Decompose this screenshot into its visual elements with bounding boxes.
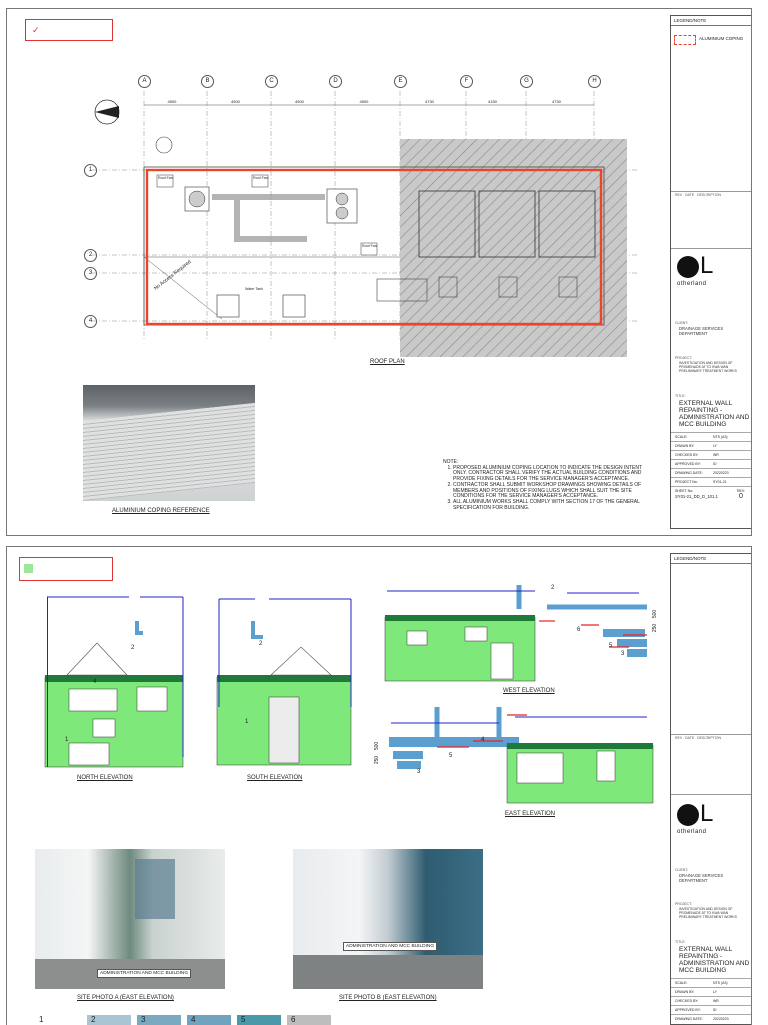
colour-swatch: 1 — [35, 1015, 79, 1025]
logo-text: otherland — [677, 281, 707, 287]
colour-swatch: 2 — [87, 1015, 131, 1025]
revision-header: REV DATE DESCRIPTION — [675, 193, 722, 197]
callout-number: 5 — [449, 753, 453, 759]
grid-row-marker: 2 — [84, 249, 97, 262]
grid-row-marker: 4 — [84, 315, 97, 328]
dimension-label: 4500 — [167, 99, 177, 104]
south-elevation — [217, 599, 351, 765]
callout-number: 5 — [609, 643, 613, 649]
south-elevation-caption: SOUTH ELEVATION — [247, 775, 303, 781]
east-elevation — [389, 707, 653, 803]
legend-coping-swatch — [674, 35, 696, 45]
north-arrow-icon — [95, 100, 119, 124]
drawing-title: EXTERNAL WALL REPAINTING - ADMINISTRATION AND MCC BUILDING — [679, 946, 750, 974]
dimension-label: 250 — [652, 623, 659, 633]
drawing-sheet-roof-plan — [6, 8, 752, 536]
title-label: TITLE: — [675, 394, 686, 398]
grid-column-marker: A — [138, 75, 151, 88]
title-block — [670, 553, 752, 1025]
roof-fan-label: Roof Fan — [362, 244, 377, 248]
roof-fan-label: Roof Fan — [253, 176, 268, 180]
logo-letter: L — [700, 252, 714, 279]
callout-number: 2 — [551, 585, 555, 591]
logo-letter: L — [700, 800, 714, 827]
callout-number: 2 — [259, 641, 263, 647]
client-label: CLIENT: — [675, 868, 689, 872]
coping-reference-caption: ALUMINIUM COPING REFERENCE — [112, 508, 210, 514]
sheet-no-row: SHEET No: SY01-21_DD_D_101.1 REV: 0 — [671, 486, 751, 503]
dimension-label: 4500 — [231, 99, 240, 104]
dimension-label: 4150 — [488, 99, 497, 104]
west-elevation — [385, 585, 647, 681]
dimension-label: 500 — [652, 609, 659, 619]
title-block-row: DRAWN BY: LY — [671, 987, 751, 996]
colour-swatch: 4 — [187, 1015, 231, 1025]
title-block-row: APPROVED BY: ID — [671, 1005, 751, 1014]
grid-column-marker: B — [201, 75, 214, 88]
title-block-row: SCALE: NTS (A3) — [671, 432, 751, 441]
title-block-row: APPROVED BY: ID — [671, 459, 751, 468]
title-block-row: DRAWING DATE: 20220223 — [671, 1014, 751, 1023]
project-name: INVESTIGATION AND DESIGN OF PROMENADE AT TO KWA WAN PRELIMINARY TREATMENT WORKS — [679, 361, 737, 373]
site-photo-a — [35, 849, 225, 989]
north-elevation-caption: NORTH ELEVATION — [77, 775, 133, 781]
legend-heading: LEGEND/NOTE — [671, 554, 751, 564]
callout-number: 2 — [131, 645, 135, 651]
project-label: PROJECT: — [675, 356, 692, 360]
callout-number: 1 — [245, 719, 249, 725]
title-block — [670, 15, 752, 529]
dimension-label: 500 — [374, 741, 381, 751]
sheet-number: SY01-21_DD_D_101.1 — [675, 494, 718, 499]
grid-column-marker: E — [394, 75, 407, 88]
grid-column-marker: G — [520, 75, 533, 88]
drawing-title: EXTERNAL WALL REPAINTING - ADMINISTRATION AND MCC BUILDING — [679, 400, 750, 428]
tick-mark-icon: ✓ — [32, 25, 40, 35]
title-block-row: PROJECT No: SY01-21 — [671, 477, 751, 486]
no-access-label: No Access Required — [153, 259, 193, 292]
grid-row-marker: 1 — [84, 164, 97, 177]
callout-number: 3 — [621, 651, 625, 657]
note-item: 2. CONTRACTOR SHALL SUBMIT WORKSHOP DRAWINGS SHOWING DETAILS OF MEMBERS AND POSITIONS OF FIXING LUGS WHICH SHALL SUIT THE SITE CONDITIONS FOR THE SERVICE MANAGER'S ACCEPTANCE. — [453, 483, 655, 500]
roof-fan-label: Roof Fan — [158, 176, 173, 180]
dimension-label: 4730 — [552, 99, 561, 104]
revision-number: 0 — [739, 493, 743, 500]
project-label: PROJECT: — [675, 902, 692, 906]
grid-column-marker: D — [329, 75, 342, 88]
title-block-row: SCALE: NTS (A3) — [671, 978, 751, 987]
site-photo-a-caption: SITE PHOTO A (EAST ELEVATION) — [77, 995, 174, 1001]
colour-swatch: 5 — [237, 1015, 281, 1025]
colour-swatch: 6 — [287, 1015, 331, 1025]
title-block-row: DRAWN BY: LY — [671, 441, 751, 450]
callout-number: 4 — [481, 737, 485, 743]
grid-column-marker: C — [265, 75, 278, 88]
drawing-sheet-elevations — [6, 546, 752, 1025]
grid-row-marker: 3 — [84, 267, 97, 280]
project-name: INVESTIGATION AND DESIGN OF PROMENADE AT TO KWA WAN PRELIMINARY TREATMENT WORKS — [679, 907, 737, 919]
title-block-row: CHECKED BY: WR — [671, 450, 751, 459]
callout-number: 1 — [65, 737, 69, 743]
notes-block — [443, 460, 655, 511]
grid-column-marker: H — [588, 75, 601, 88]
water-tank-label: Water Tank — [245, 287, 263, 291]
roof-plan-caption: ROOF PLAN — [370, 359, 405, 365]
dimension-label: 250 — [374, 755, 381, 765]
note-item: 3. ALL ALUMINIUM WORKS SHALL COMPLY WITH SECTION 17 OF THE GENERAL SPECIFICATION FOR BUILDING. — [453, 500, 655, 511]
logo-text: otherland — [677, 829, 707, 835]
legend-coping-label: ALUMINIUM COPING — [699, 36, 744, 41]
title-block-row: CHECKED BY: WR — [671, 996, 751, 1005]
aluminium-coping-photo — [83, 385, 255, 501]
callout-number: 4 — [93, 679, 97, 685]
photo-label: ADMINISTRATION AND MCC BUILDING — [343, 942, 437, 951]
dimension-label: 4730 — [425, 99, 434, 104]
client-name: DRAINAGE SERVICES DEPARTMENT — [679, 873, 724, 883]
photo-label: ADMINISTRATION AND MCC BUILDING — [97, 969, 191, 978]
dimension-label: 4500 — [295, 99, 304, 104]
title-block-row: DRAWING DATE: 20220223 — [671, 468, 751, 477]
east-elevation-caption: EAST ELEVATION — [505, 811, 556, 817]
client-name: DRAINAGE SERVICES DEPARTMENT — [679, 326, 724, 336]
title-label: TITLE: — [675, 940, 686, 944]
logo-icon — [677, 804, 699, 826]
dimension-label: 4500 — [359, 99, 369, 104]
note-item: 1. PROPOSED ALUMINIUM COPING LOCATION TO INDICATE THE DESIGN INTENT ONLY. CONTRACTOR SHALL VERIFY THE ACTUAL BUILDING CONDITIONS AND PROVIDE FIXING DETAILS FOR THE SERVICE MANAGER'S ACCEPTANCE. — [453, 466, 655, 483]
legend-heading: LEGEND/NOTE — [671, 16, 751, 26]
client-label: CLIENT: — [675, 321, 689, 325]
grid-column-marker: F — [460, 75, 473, 88]
callout-number: 6 — [577, 627, 581, 633]
site-photo-b — [293, 849, 483, 989]
callout-number: 3 — [417, 769, 421, 775]
site-photo-b-caption: SITE PHOTO B (EAST ELEVATION) — [339, 995, 437, 1001]
revision-header: REV DATE DESCRIPTION — [675, 736, 722, 740]
logo-icon — [677, 256, 699, 278]
west-elevation-caption: WEST ELEVATION — [503, 688, 555, 694]
notes-heading: NOTE: — [443, 459, 459, 465]
colour-swatch: 3 — [137, 1015, 181, 1025]
